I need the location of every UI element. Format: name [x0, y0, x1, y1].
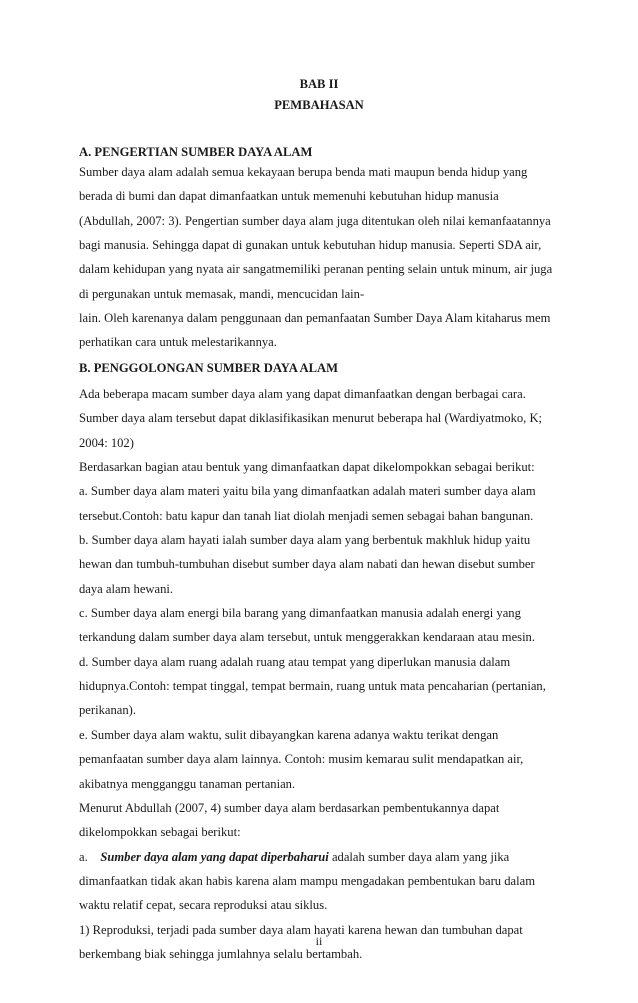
chapter-title: PEMBAHASAN	[274, 98, 364, 112]
paragraph-line: dikelompokkan sebagai berikut:	[79, 825, 241, 840]
emphasized-term: Sumber daya alam yang dapat diperbaharui	[100, 849, 329, 864]
list-item-line: dimanfaatkan tidak akan habis karena alam mampu mengadakan pembentukan baru dalam	[79, 873, 535, 888]
list-item-line: waktu relatif cepat, secara reproduksi atau siklus.	[79, 898, 328, 913]
list-item-line: daya alam hewani.	[79, 581, 174, 596]
paragraph-line: berada di bumi dan dapat dimanfaatkan untuk memenuhi kebutuhan hidup manusia	[79, 189, 499, 204]
paragraph-line: lain. Oleh karenanya dalam penggunaan dan pemanfaatan Sumber Daya Alam kitaharus mem	[79, 311, 551, 326]
paragraph-line: 2004: 102)	[79, 435, 134, 450]
paragraph-line: Menurut Abdullah (2007, 4) sumber daya alam berdasarkan pembentukannya dapat	[79, 800, 500, 815]
list-item-line: c. Sumber daya alam energi bila barang yang dimanfaatkan manusia adalah energi yang	[79, 606, 521, 621]
list-item-line: tersebut.Contoh: batu kapur dan tanah liat diolah menjadi semen sebagai bahan bangunan.	[79, 508, 534, 523]
list-item-line: berkembang biak sehingga jumlahnya selalu bertambah.	[79, 946, 363, 961]
section-a-body	[79, 160, 569, 355]
list-item-line: d. Sumber daya alam ruang adalah ruang atau tempat yang diperlukan manusia dalam	[79, 654, 511, 669]
list-marker: a.	[79, 849, 101, 864]
paragraph-line: Ada beberapa macam sumber daya alam yang dapat dimanfaatkan dengan berbagai cara.	[79, 387, 526, 401]
list-item-line: e. Sumber daya alam waktu, sulit dibayangkan karena adanya waktu terikat dengan	[79, 727, 499, 742]
paragraph-line: perhatikan cara untuk melestarikannya.	[79, 335, 277, 350]
chapter-number: BAB II	[299, 77, 339, 91]
section-b-body	[79, 382, 569, 966]
paragraph-line: dalam kehidupan yang nyata air sangatmemiliki peranan penting selain untuk minum, air juga	[79, 262, 553, 277]
list-item-line: hidupnya.Contoh: tempat tinggal, tempat bermain, ruang untuk mata pencaharian (pertanian,	[79, 679, 546, 694]
section-a-heading: A. PENGERTIAN SUMBER DAYA ALAM	[79, 145, 313, 159]
list-item-line: akibatnya mengganggu tanaman pertanian.	[79, 776, 296, 791]
list-item-line: terkandung dalam sumber daya alam tersebut, untuk menggerakkan kendaraan atau mesin.	[79, 630, 536, 645]
list-item-line: 1) Reproduksi, terjadi pada sumber daya alam hayati karena hewan dan tumbuhan dapat	[79, 922, 523, 937]
section-b-heading: B. PENGGOLONGAN SUMBER DAYA ALAM	[79, 361, 339, 375]
list-item-line: b. Sumber daya alam hayati ialah sumber daya alam yang berbentuk makhluk hidup yaitu	[79, 533, 531, 548]
paragraph-line: Sumber daya alam adalah semua kekayaan berupa benda mati maupun benda hidup yang	[79, 165, 528, 179]
list-item-line: hewan dan tumbuh-tumbuhan disebut sumber daya alam nabati dan hewan disebut sumber	[79, 557, 535, 572]
paragraph-line: (Abdullah, 2007: 3). Pengertian sumber daya alam juga ditentukan oleh nilai kemanfaatannya	[79, 213, 551, 228]
list-item-line: perikanan).	[79, 703, 136, 718]
list-item-line: pemanfaatan sumber daya alam lainnya. Contoh: musim kemarau sulit mendapatkan air,	[79, 752, 524, 767]
paragraph-line: di pergunakan untuk memasak, mandi, mencucidan lain-	[79, 286, 365, 301]
paragraph-line: bagi manusia. Sehingga dapat di gunakan untuk kebutuhan hidup manusia. Seperti SDA air,	[79, 238, 542, 253]
paragraph-line: Berdasarkan bagian atau bentuk yang dimanfaatkan dapat dikelompokkan sebagai berikut:	[79, 460, 535, 475]
list-item-text: adalah sumber daya alam yang jika	[328, 849, 510, 864]
list-item-line	[79, 845, 569, 869]
list-item-line: a. Sumber daya alam materi yaitu bila yang dimanfaatkan adalah materi sumber daya alam	[79, 484, 536, 499]
paragraph-line: Sumber daya alam tersebut dapat diklasifikasikan menurut beberapa hal (Wardiyatmoko, K;	[79, 411, 543, 426]
page-number: ii	[315, 934, 323, 948]
